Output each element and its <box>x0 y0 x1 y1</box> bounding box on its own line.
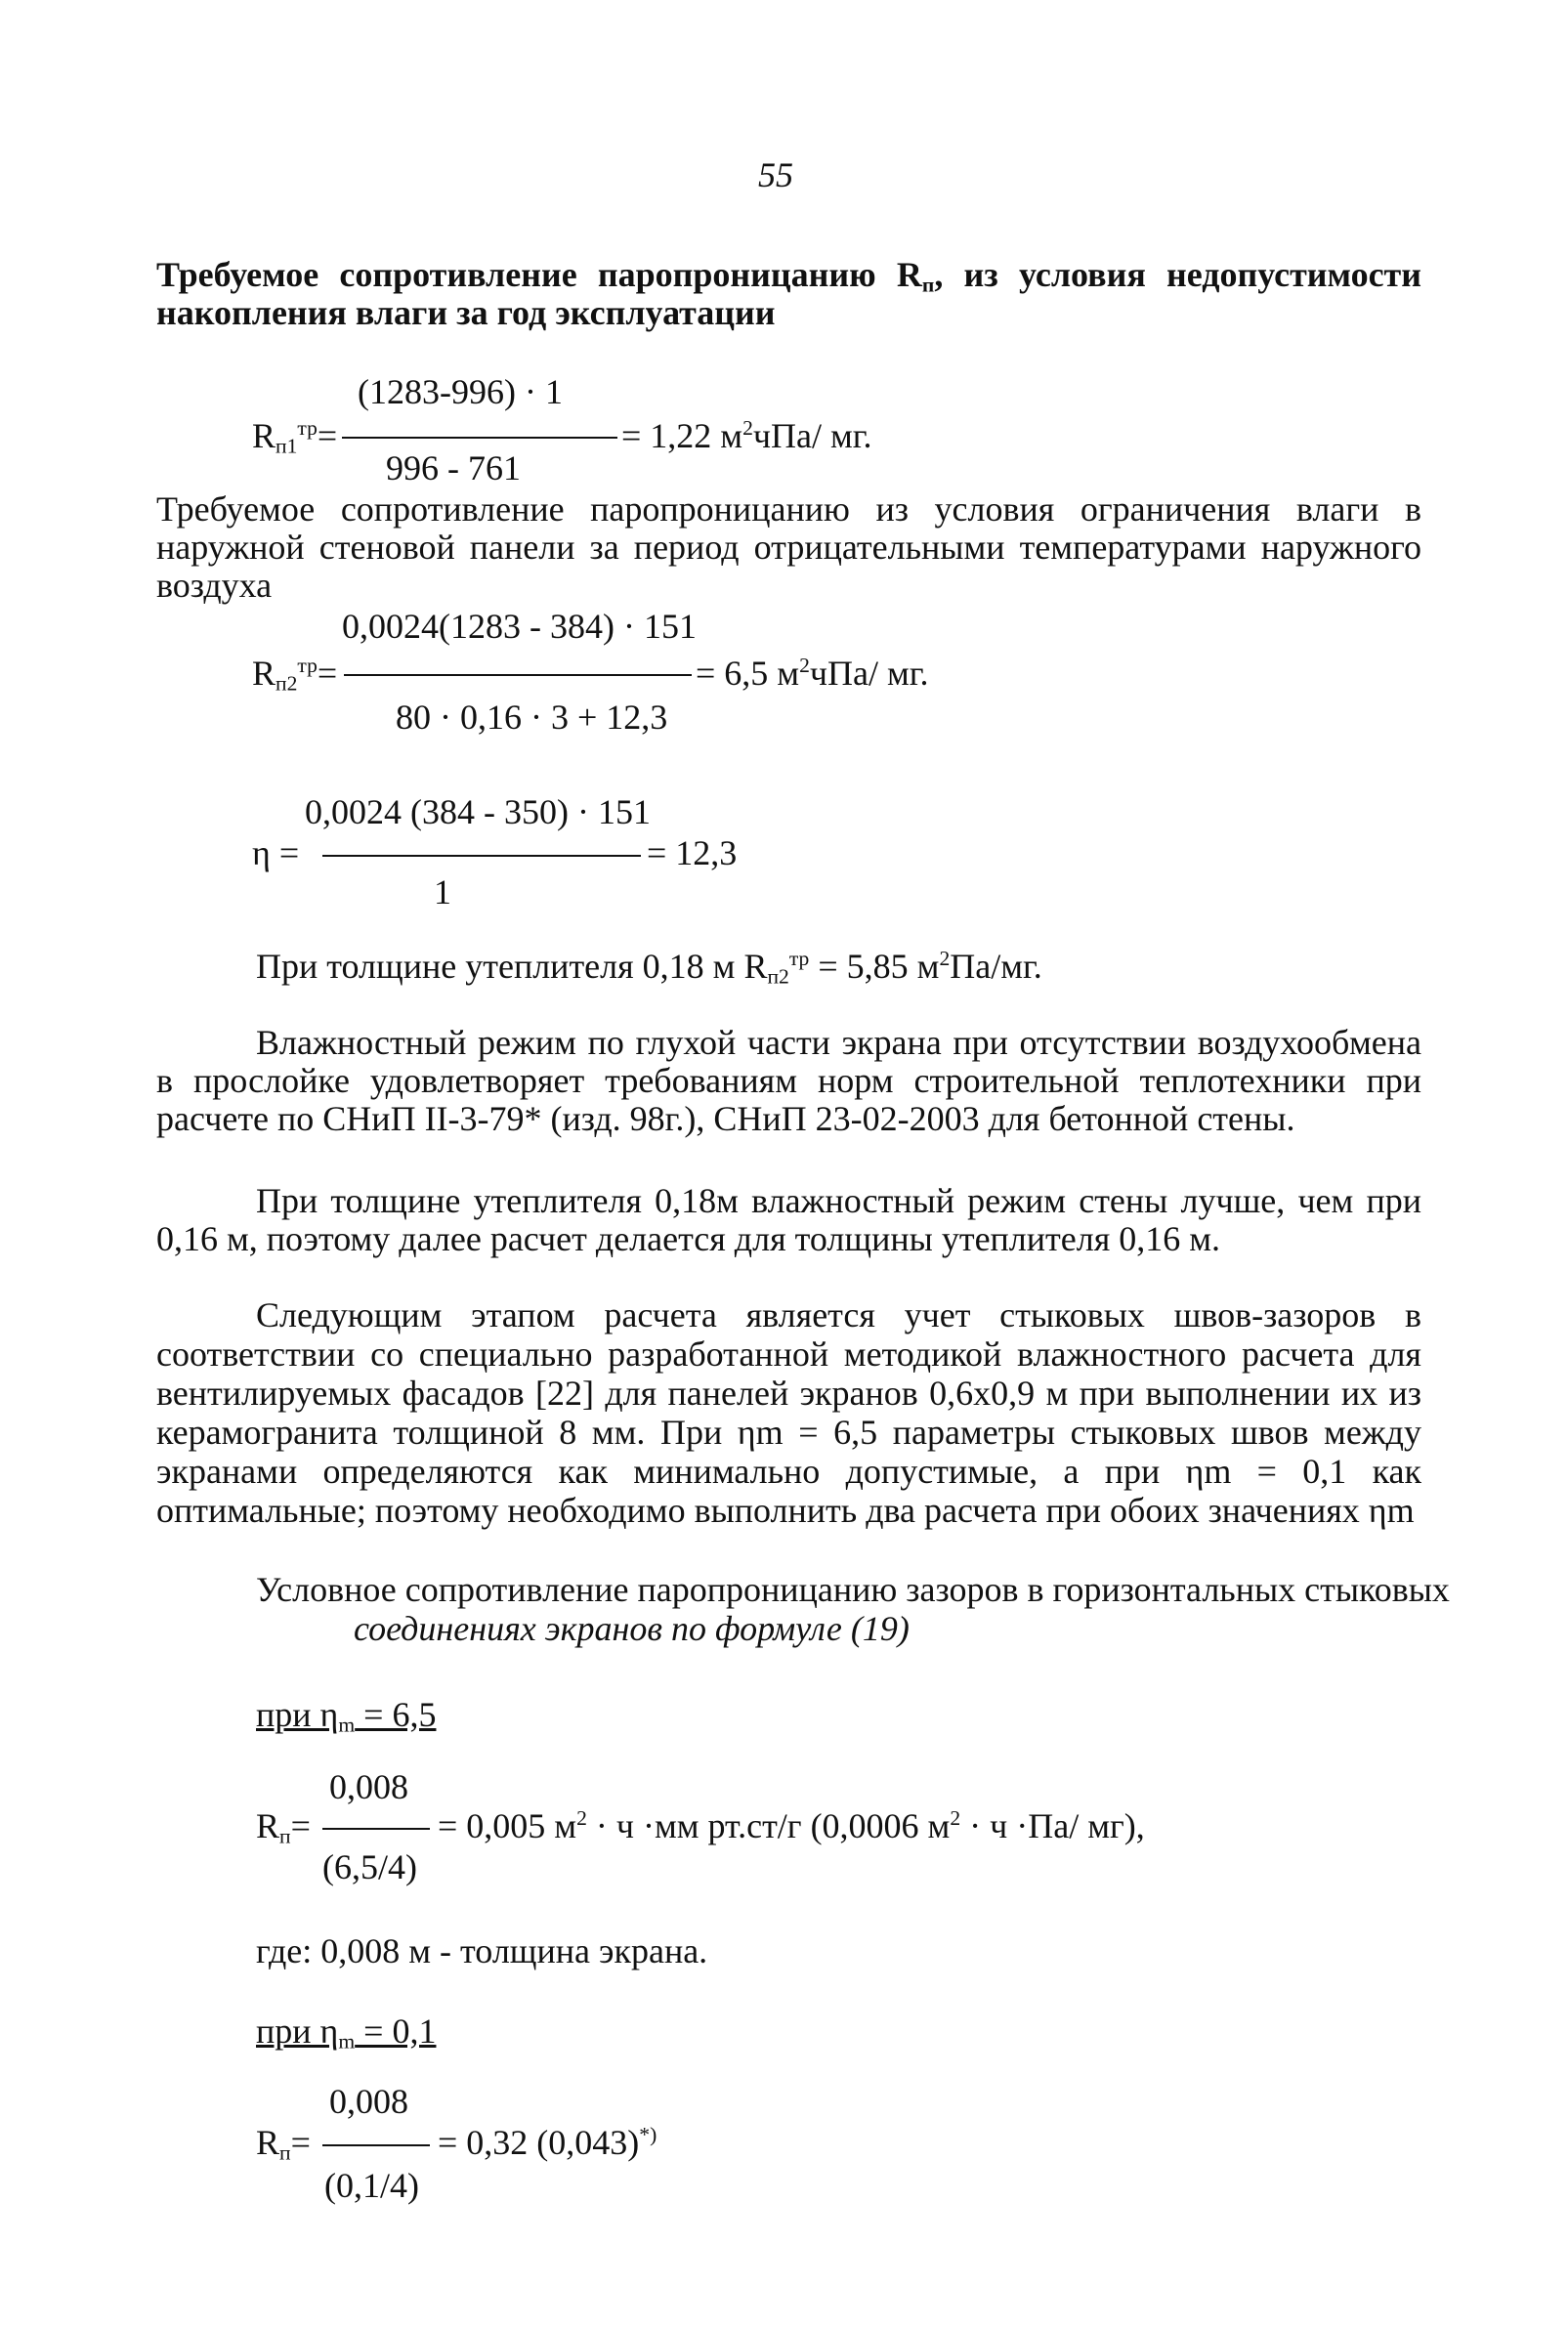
f2-R-sup: тр <box>297 654 318 678</box>
formula-1-fraction-bar <box>342 437 617 439</box>
paragraph-joint-gaps: Следующим этапом расчета является учет стыковых швов-зазоров в соответствии со специально разработанной методикой влажностного расчета для вентилируемых фасадов [22] для панелей экранов 0,6х0,9 м при выполнении их из керамогранита толщиной 8 мм. При ηm = 6,5 параметры стыковых швов между экранами определяются как минимально допустимые, а при ηm = 0,1 как оптимальные; поэтому необходимо выполнить два расчета при обоих значениях ηm <box>156 1295 1421 1530</box>
page-number: 55 <box>758 155 793 194</box>
p3-sub: п2 <box>767 964 789 989</box>
formula-5-denominator: (0,1/4) <box>324 2166 419 2205</box>
formula-1-numerator: (1283-996) · 1 <box>358 372 563 411</box>
f4-result-c: · ч ·Па/ мг), <box>960 1806 1145 1845</box>
f5-eq: = <box>290 2123 311 2162</box>
p3-sup2: 2 <box>939 947 951 971</box>
f2-eq: = <box>317 654 338 693</box>
formula-1-result <box>621 415 871 457</box>
f4-R-sub: п <box>279 1824 291 1848</box>
p3-pre: При толщине утеплителя 0,18 м R <box>256 947 768 986</box>
f4-result-b: · ч ·мм рт.ст/г (0,0006 м <box>586 1806 951 1845</box>
formula-3-result: = 12,3 <box>647 833 738 872</box>
f4-sup-a: 2 <box>576 1806 587 1831</box>
paragraph-insulation-comparison: При толщине утеплителя 0,18м влажностный режим стены лучше, чем при 0,16 м, поэтому далее расчет делается для толщины утеплителя 0,16 м. <box>156 1181 1421 1258</box>
formula-2-lhs <box>252 653 337 695</box>
paragraph-required-resistance-negative-temps: Требуемое сопротивление паропроницанию из условия ограничения влаги в наружной стеновой панели за период отрицательными температурами наружного воздуха <box>156 489 1421 605</box>
f4-sup-b: 2 <box>950 1806 961 1831</box>
paragraph-required-resistance-annual <box>156 256 1421 332</box>
formula-4-fraction-bar <box>322 1828 430 1830</box>
f5-sup: *) <box>639 2123 657 2147</box>
f5-result: = 0,32 (0,043) <box>438 2123 640 2162</box>
p3-sup: тр <box>788 947 810 971</box>
f2-result-pre: = 6,5 м <box>696 654 800 693</box>
case-eta-6-5-label <box>256 1694 436 1736</box>
case2-sub: m <box>338 2029 356 2054</box>
formula-5-fraction-bar <box>322 2144 430 2146</box>
p3-mid: = 5,85 м <box>809 947 940 986</box>
formula-2-denominator: 80 · 0,16 · 3 + 12,3 <box>396 698 668 737</box>
formula-3-lhs: η = <box>252 833 300 872</box>
formula-2-fraction-bar <box>344 674 692 676</box>
case2-val: = 0,1 <box>355 2011 437 2051</box>
formula-4-lhs <box>256 1805 311 1847</box>
formula-5-numerator: 0,008 <box>329 2082 408 2121</box>
paragraph-conditional-resistance-line1: Условное сопротивление паропроницанию зазоров в горизонтальных стыковых <box>256 1570 1450 1609</box>
paragraph-conditional-resistance-line2: соединениях экранов по формуле (19) <box>354 1609 910 1648</box>
formula-1-denominator: 996 - 761 <box>386 448 521 487</box>
f2-R-sub: п2 <box>275 671 298 696</box>
f4-R: R <box>256 1806 280 1845</box>
case2-label: при η <box>256 2011 339 2051</box>
f1-eq: = <box>317 416 338 455</box>
f2-R: R <box>252 654 276 693</box>
paragraph-moisture-regime: Влажностный режим по глухой части экрана при отсутствии воздухообмена в прослойке удовлетворяет требованиям норм строительной теплотехники при расчете по СНиП II-3-79* (изд. 98г.), СНиП 23-02-2003 для бетонной стены. <box>156 1023 1421 1138</box>
case1-label: при η <box>256 1695 339 1734</box>
f4-result-a: = 0,005 м <box>438 1806 577 1845</box>
f5-R: R <box>256 2123 280 2162</box>
formula-3-fraction-bar <box>322 855 641 857</box>
f1-R-sub: п1 <box>275 434 298 458</box>
f1-result-sup: 2 <box>742 416 753 441</box>
case-eta-0-1-label <box>256 2011 436 2053</box>
case1-val: = 6,5 <box>355 1695 437 1734</box>
p3-post: Па/мг. <box>950 947 1042 986</box>
f5-R-sub: п <box>279 2140 291 2165</box>
p1-text: Требуемое сопротивление паропроницанию R <box>156 255 922 294</box>
formula-2-numerator: 0,0024(1283 - 384) · 151 <box>342 607 697 646</box>
formula-1-lhs <box>252 415 337 457</box>
formula-2-result <box>696 653 928 695</box>
p1-sub: п <box>921 273 935 297</box>
paragraph-thickness-018 <box>256 946 1042 988</box>
formula-4-numerator: 0,008 <box>329 1767 408 1806</box>
f1-R: R <box>252 416 276 455</box>
formula-5-result <box>438 2122 657 2164</box>
f1-result-post: чПа/ мг. <box>752 416 872 455</box>
f1-R-sup: тр <box>297 416 318 441</box>
formula-3-denominator: 1 <box>434 872 451 911</box>
f1-result-pre: = 1,22 м <box>621 416 743 455</box>
formula-4-result <box>438 1805 1145 1847</box>
f2-result-sup: 2 <box>799 654 810 678</box>
f2-result-post: чПа/ мг. <box>809 654 929 693</box>
case1-sub: m <box>338 1713 356 1737</box>
formula-5-lhs <box>256 2122 311 2164</box>
f4-eq: = <box>290 1806 311 1845</box>
formula-3-numerator: 0,0024 (384 - 350) · 151 <box>305 792 651 831</box>
where-note: где: 0,008 м - толщина экрана. <box>256 1931 708 1970</box>
formula-4-denominator: (6,5/4) <box>322 1847 417 1886</box>
p1-rest: , из условия недопустимости накопления влаги за год эксплуатации <box>156 255 1421 332</box>
